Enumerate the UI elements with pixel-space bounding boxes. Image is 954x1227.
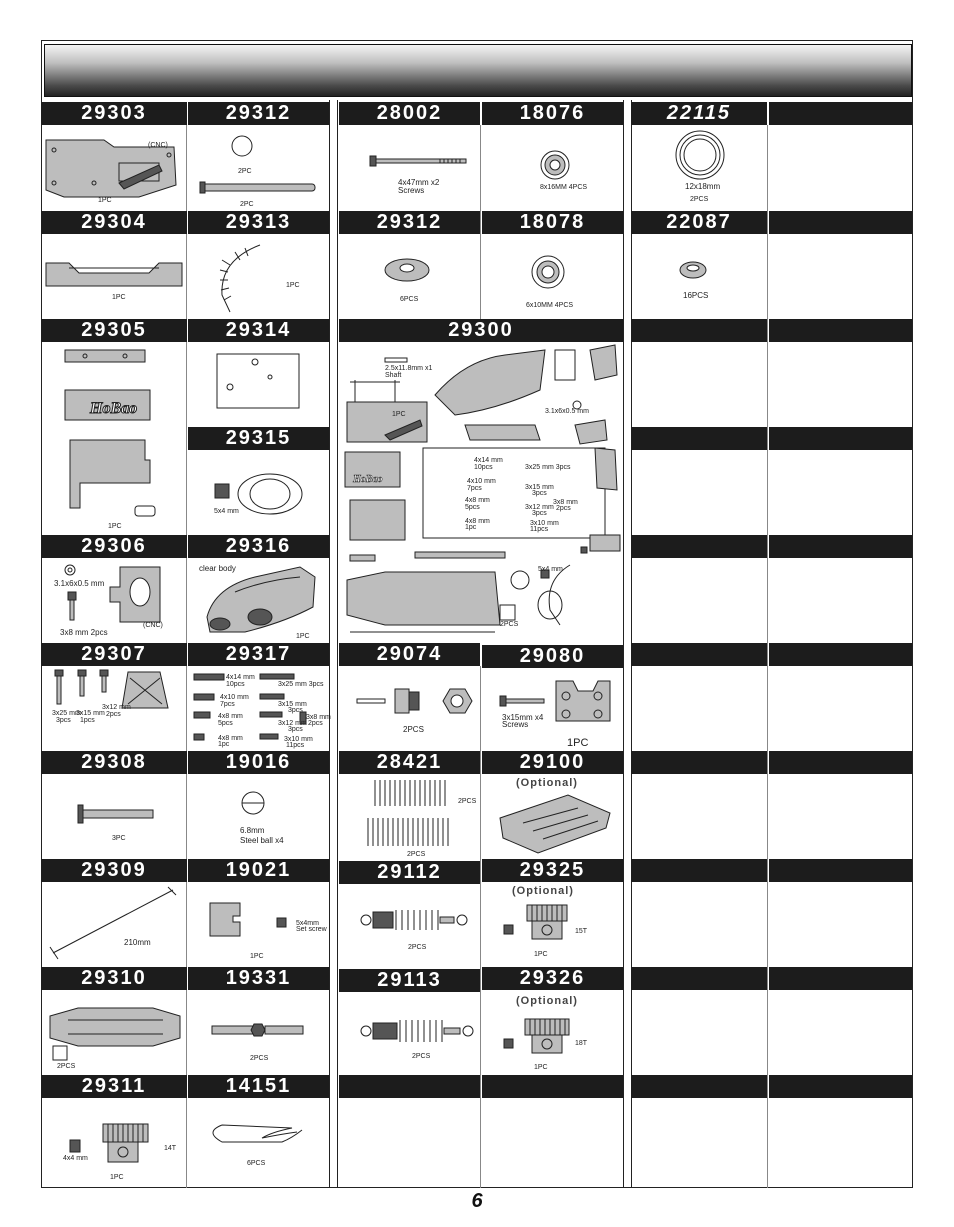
part-header-29312: 29312 [188, 102, 329, 125]
part-header-28002: 28002 [339, 102, 480, 125]
screw-qty: 3pcs [288, 726, 303, 733]
empty-header [769, 967, 912, 990]
clear-body-label: clear body [199, 564, 236, 573]
ball-size-label: 6.8mm [240, 826, 265, 835]
screw-label: 3x25 mm [52, 710, 81, 717]
title-banner [44, 44, 912, 97]
empty-header [631, 643, 767, 666]
part-header-29314: 29314 [188, 319, 329, 342]
qty-label: 2PC [238, 168, 252, 175]
screw-label: Screws [398, 186, 425, 195]
screw-qty: 3pcs [532, 490, 547, 497]
part-header-22115: 22115 [631, 102, 767, 125]
qty-label: 2PCS [458, 798, 477, 805]
cnc-label: (CNC) [143, 622, 163, 629]
screw-label: 3x15mm x4 [502, 713, 544, 722]
screw-size-label: 5x4 mm [214, 508, 239, 515]
bearing-drawing [670, 130, 730, 180]
qty-label: 1PC [112, 294, 126, 301]
qty-label: 1PC [392, 411, 406, 418]
screw-qty: 1pcs [80, 717, 95, 724]
steel-ball-drawing [240, 790, 270, 820]
screw-label: 4x8 mm [218, 735, 243, 742]
part-header-29300: 29300 [339, 319, 623, 342]
screw-qty: 10pcs [226, 681, 245, 688]
empty-header [631, 535, 767, 558]
cell-divider [767, 125, 768, 1188]
qty-label: 6PCS [247, 1160, 266, 1167]
shock-absorber-drawing [358, 1016, 476, 1046]
empty-header [631, 751, 767, 774]
part-header-29310: 29310 [41, 967, 187, 990]
qty-label: 6PCS [400, 296, 419, 303]
qty-label: 1PC [250, 953, 264, 960]
screw-qty: 2pcs [308, 720, 323, 727]
qty-label: 1PC [567, 737, 589, 749]
part-header-19016: 19016 [188, 751, 329, 774]
screw-size-label: 4x47mm x2 [398, 178, 440, 187]
qty-label: 2PCS [57, 1063, 76, 1070]
center-shaft-drawing [48, 885, 178, 960]
washer-drawing [382, 256, 432, 286]
empty-header [631, 319, 767, 342]
cell-divider [480, 125, 481, 320]
screw-label: 3x15 mm [278, 701, 307, 708]
empty-header [631, 859, 767, 882]
screw-label: 3x8 mm 2pcs [60, 628, 108, 637]
qty-label: 16PCS [683, 291, 709, 300]
pinion-gear-drawing [502, 1017, 572, 1057]
screw-label: 3x15 mm [525, 484, 554, 491]
empty-header [631, 967, 767, 990]
part-header-29308: 29308 [41, 751, 187, 774]
screw-label: 3x8 mm [306, 714, 331, 721]
part-header-29315: 29315 [188, 427, 329, 450]
tooth-count-label: 18T [575, 1040, 588, 1047]
part-header-29304: 29304 [41, 211, 187, 234]
part-header-29307: 29307 [41, 643, 187, 666]
part-header-29316: 29316 [188, 535, 329, 558]
length-label: 210mm [124, 938, 151, 947]
empty-header [769, 211, 912, 234]
screw-qty: 7pcs [220, 701, 235, 708]
svg-text:HoBao: HoBao [353, 474, 383, 485]
empty-header [769, 1075, 912, 1098]
screw-label: 3x12 mm [278, 720, 307, 727]
screw-qty: 3pcs [532, 510, 547, 517]
screw-label: 3x15 mm [76, 710, 105, 717]
screw-qty: 1pc [218, 741, 230, 748]
screw-qty: 3pcs [56, 717, 71, 724]
qty-label: 1PC [286, 282, 300, 289]
springs-drawing [360, 778, 460, 853]
part-header-18078: 18078 [482, 211, 623, 234]
screw-label: 5x4mm [296, 920, 319, 927]
column-divider [623, 100, 624, 1188]
empty-header [769, 535, 912, 558]
screw-label: 3x10 mm [284, 736, 313, 743]
qty-label: 1PC [534, 951, 548, 958]
empty-header [769, 427, 912, 450]
screw-label: 3x25 mm 3pcs [525, 464, 571, 471]
screw-label: 4x4 mm [63, 1155, 88, 1162]
screw-label: 4x8 mm [218, 713, 243, 720]
screw-label: 3x12 mm [102, 704, 131, 711]
part-header-29305: 29305 [41, 319, 187, 342]
qty-label: 2PCS [407, 851, 426, 858]
screw-label: 3x12 mm [525, 504, 554, 511]
washer-label: 3.1x6x0.5 mm [54, 579, 105, 588]
screw-label: 5x4 mm [538, 566, 563, 573]
hub-and-nut-drawing [355, 684, 475, 719]
part-header-29313: 29313 [188, 211, 329, 234]
empty-header [769, 859, 912, 882]
part-header-29074: 29074 [339, 643, 480, 666]
turnbuckle-drawing [210, 1023, 305, 1037]
shock-absorber-drawing [358, 905, 470, 935]
screw-label: 3x8 mm [553, 499, 578, 506]
part-header-29112: 29112 [339, 861, 480, 884]
part-header-29317: 29317 [188, 643, 329, 666]
screw-label: 4x14 mm [226, 674, 255, 681]
page-number: 6 [471, 1190, 483, 1212]
tooth-count-label: 14T [164, 1145, 177, 1152]
empty-header [769, 319, 912, 342]
empty-header [769, 643, 912, 666]
clear-body-drawing [205, 562, 325, 637]
screw-qty: 11pcs [530, 526, 549, 533]
part-header-29113: 29113 [339, 969, 480, 992]
part-header-29311: 29311 [41, 1075, 187, 1098]
qty-label: 2PCS [690, 196, 709, 203]
screw-drawing [370, 156, 470, 168]
part-header-29309: 29309 [41, 859, 187, 882]
part-header-19021: 19021 [188, 859, 329, 882]
optional-label: (Optional) [512, 885, 574, 897]
screw-qty: 1pc [465, 524, 477, 531]
screw-label: 4x14 mm [474, 457, 503, 464]
screw-qty: 11pcs [286, 742, 305, 749]
screw-label: 4x8 mm [465, 518, 490, 525]
screw-qty: 3pcs [288, 707, 303, 714]
qty-label: 1PC [534, 1064, 548, 1071]
pinion-gear-drawing [502, 903, 572, 943]
screw-label: Set screw [296, 926, 327, 933]
washer-drawing [678, 260, 708, 280]
shaft-label: 2.5x11.8mm x1 [385, 365, 433, 372]
svg-text:HoBao: HoBao [90, 400, 138, 417]
screw-label: 3x25 mm 3pcs [278, 681, 324, 688]
screw-label: 4x10 mm [467, 478, 496, 485]
screw-qty: 5pcs [218, 720, 233, 727]
chassis-drawing [48, 998, 183, 1063]
part-header-14151: 14151 [188, 1075, 329, 1098]
qty-label: 2PCS [250, 1055, 269, 1062]
empty-header [769, 751, 912, 774]
body-clip-drawing [202, 1120, 312, 1150]
screw-label: Screws [502, 720, 529, 729]
part-header-28421: 28421 [339, 751, 480, 774]
qty-label: 1PC [110, 1174, 124, 1181]
cell-divider [480, 666, 481, 1188]
qty-label: 1PC [108, 523, 122, 530]
wire-guard-drawing [200, 240, 300, 320]
battery-holder-drawing [50, 348, 180, 523]
tooth-count-label: 15T [575, 928, 588, 935]
empty-header [631, 427, 767, 450]
qty-label: 2PCS [500, 621, 519, 628]
shaft-label: Shaft [385, 372, 402, 379]
empty-header [769, 102, 912, 125]
empty-header [631, 1075, 767, 1098]
pin-drawing [78, 805, 158, 825]
qty-label: 2PCS [412, 1053, 431, 1060]
screw-qty: 7pcs [467, 485, 482, 492]
screw-label: 4x8 mm [465, 497, 490, 504]
cnc-label: (CNC) [148, 142, 168, 149]
screw-qty: 5pcs [465, 504, 480, 511]
part-header-29312: 29312 [339, 211, 480, 234]
part-header-29306: 29306 [41, 535, 187, 558]
qty-label: 1PC [98, 197, 112, 204]
bearing-drawing [535, 145, 575, 185]
qty-label: 2PCS [403, 725, 424, 734]
optional-label: (Optional) [516, 777, 578, 789]
parts-bag-drawing [345, 340, 620, 640]
column-divider [337, 100, 338, 1188]
chassis-brace-drawing [44, 258, 184, 293]
ball-qty-label: Steel ball x4 [240, 836, 284, 845]
clip-and-pin-drawing [200, 132, 325, 207]
screw-qty: 2pcs [556, 505, 571, 512]
washer-label: 3.1x6x0.5 mm [545, 408, 589, 415]
screw-qty: 2pcs [106, 711, 121, 718]
empty-header [482, 1075, 623, 1098]
bearing-drawing [528, 252, 568, 292]
screw-label: 3x10 mm [530, 520, 559, 527]
part-header-18076: 18076 [482, 102, 623, 125]
qty-label: 1PC [296, 633, 310, 640]
coupler-drawing [205, 898, 295, 943]
qty-label: 2PCS [408, 944, 427, 951]
part-header-29100: 29100 [482, 751, 623, 774]
empty-header [339, 1075, 480, 1098]
screw-qty: 10pcs [474, 464, 493, 471]
optional-label: (Optional) [516, 995, 578, 1007]
plate-drawing [215, 352, 305, 412]
part-header-29303: 29303 [41, 102, 187, 125]
part-header-29325: 29325 [482, 859, 623, 882]
bearing-label: 8x16MM 4PCS [540, 184, 588, 191]
part-header-19331: 19331 [188, 967, 329, 990]
column-divider [329, 100, 330, 1188]
qty-label: 2PC [240, 201, 254, 208]
rear-wing-drawing [498, 793, 613, 855]
bearing-size-label: 12x18mm [685, 182, 721, 191]
screw-label: 4x10 mm [220, 694, 249, 701]
part-header-22087: 22087 [631, 211, 767, 234]
bearing-label: 6x10MM 4PCS [526, 302, 574, 309]
qty-label: 3PC [112, 835, 126, 842]
part-header-29080: 29080 [482, 645, 623, 668]
part-header-29326: 29326 [482, 967, 623, 990]
